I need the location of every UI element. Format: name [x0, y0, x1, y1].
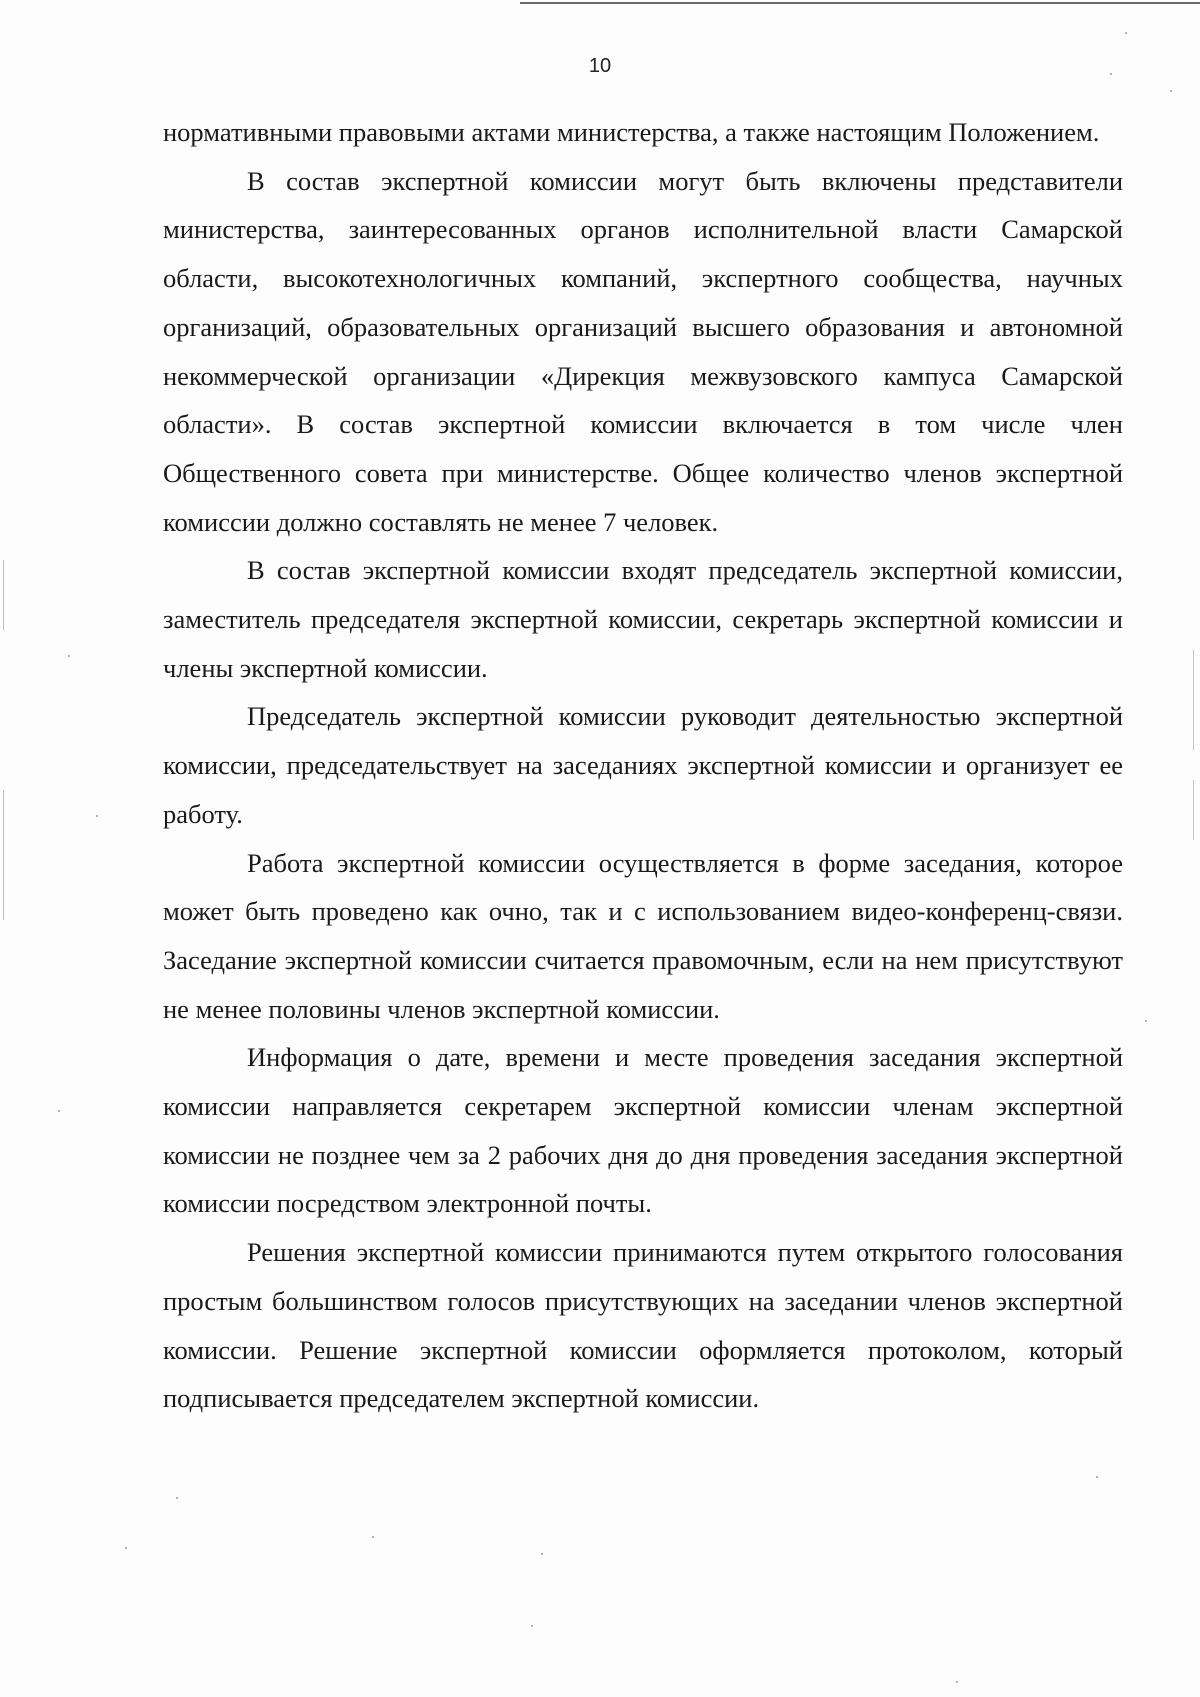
scan-speck [1096, 1476, 1098, 1478]
scan-speck [68, 655, 70, 657]
paragraph-chairman-role: Председатель экспертной комиссии руководит деятельностью экспертной комиссии, председательствует на заседаниях экспертной комиссии и организует ее работу. [163, 701, 1123, 829]
scan-speck [176, 1497, 178, 1499]
scan-speck [531, 1625, 533, 1627]
scan-speck [58, 1110, 60, 1112]
scan-speck [1125, 32, 1127, 34]
paragraph-continuation: нормативными правовыми актами министерства, а также настоящим Положением. [163, 117, 1100, 147]
paragraph-meeting-format: Работа экспертной комиссии осуществляется в форме заседания, которое может быть проведено как очно, так и с использованием видео-конференц-связи. Заседание экспертной комиссии считается правомочным, если на нем присутствуют не менее половины членов экспертной комиссии. [163, 847, 1123, 1024]
scan-speck [1110, 73, 1112, 75]
scan-speck [372, 1536, 374, 1538]
paragraph-commission-composition: В состав экспертной комиссии могут быть включены представители министерства, заинтересованных органов исполнительной власти Самарской области, высокотехнологичных компаний, экспертного сообщества, научных организаций, образовательных организаций высшего образования и автономной некоммерческой организации «Дирекция межвузовского кампуса Самарской области». В состав экспертной комиссии включается в том числе член Общественного совета при министерстве. Общее количество членов экспертной комиссии должно составлять не менее 7 человек. [163, 165, 1123, 537]
paragraph-decisions: Решения экспертной комиссии принимаются путем открытого голосования простым большинством голосов присутствующих на заседании членов экспертной комиссии. Решение экспертной комиссии оформляется протоколом, который подписывается председателем экспертной комиссии. [163, 1237, 1123, 1414]
scan-speck [96, 815, 98, 817]
scan-speck [1145, 1020, 1147, 1022]
scan-edge-artifact [1193, 650, 1194, 750]
scan-edge-artifact [3, 560, 4, 630]
page-number: 10 [588, 55, 612, 77]
paragraph-commission-members: В состав экспертной комиссии входят председатель экспертной комиссии, заместитель председателя экспертной комиссии, секретарь экспертной комиссии и члены экспертной комиссии. [163, 555, 1123, 683]
scan-edge-artifact [1193, 780, 1194, 840]
scan-speck [541, 1553, 543, 1555]
top-border-line [520, 2, 1200, 4]
scan-speck [956, 1681, 958, 1683]
paragraph-meeting-notice: Информация о дате, времени и месте проведения заседания экспертной комиссии направляется секретарем экспертной комиссии членам экспертной комиссии не позднее чем за 2 рабочих дня до дня проведения заседания экспертной комиссии посредством электронной почты. [163, 1042, 1123, 1219]
document-body [163, 108, 1123, 1423]
scan-speck [125, 1547, 127, 1549]
scan-speck [1170, 90, 1172, 92]
scan-edge-artifact [3, 790, 4, 920]
